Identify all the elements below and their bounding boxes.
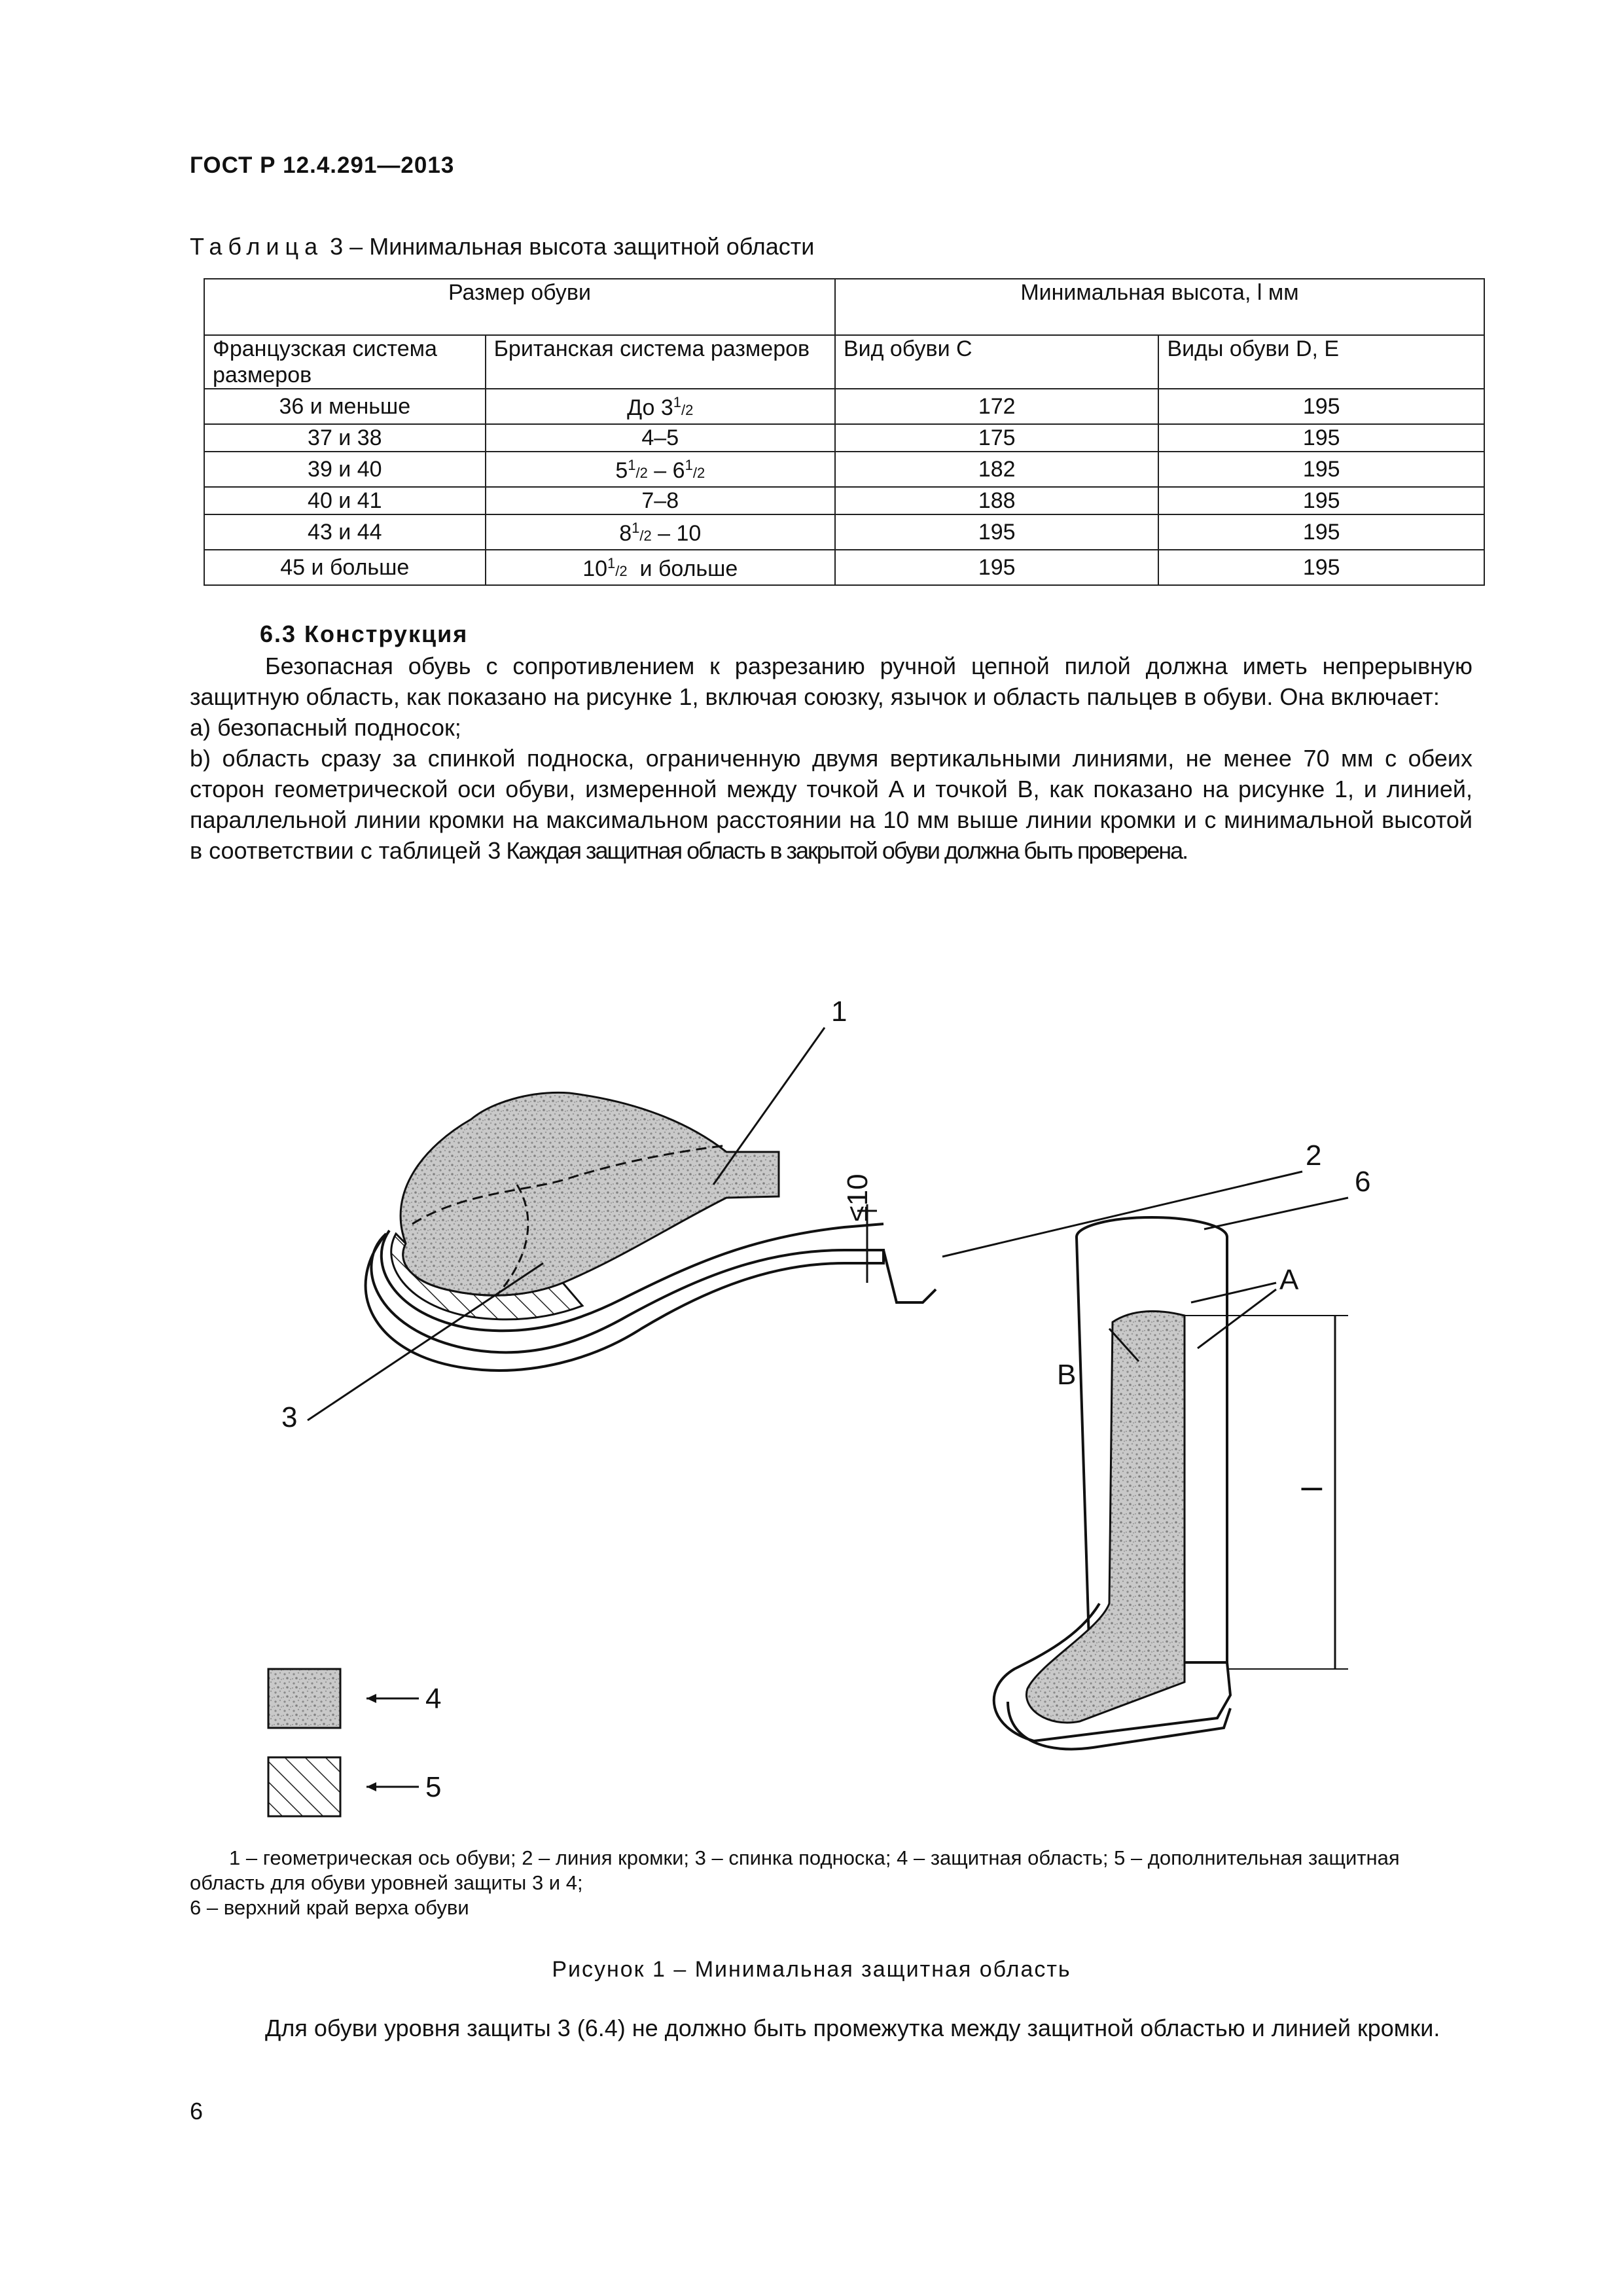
cell-c: 188 bbox=[835, 487, 1159, 514]
cell-uk-sub: /2 bbox=[635, 465, 648, 481]
header-min-height: Минимальная высота, l мм bbox=[835, 279, 1484, 335]
table-row bbox=[204, 550, 1484, 585]
header-shoe-size: Размер обуви bbox=[204, 279, 835, 335]
cell-uk-post: – 10 bbox=[651, 521, 702, 546]
label-6: 6 bbox=[1355, 1166, 1371, 1198]
label-1: 1 bbox=[831, 996, 847, 1028]
col-header-french: Французская система размеров bbox=[204, 335, 486, 389]
section-body bbox=[190, 651, 1472, 866]
table-row bbox=[204, 389, 1484, 424]
cell-fr: 45 и больше bbox=[204, 550, 486, 585]
cell-c: 195 bbox=[835, 514, 1159, 550]
list-item-b bbox=[190, 743, 1472, 866]
table-row bbox=[204, 514, 1484, 550]
cell-uk-sup: 1 bbox=[607, 555, 616, 571]
label-le10: ≤10 bbox=[842, 1174, 874, 1222]
cell-c: 175 bbox=[835, 424, 1159, 452]
section-title: 6.3 Конструкция bbox=[260, 620, 469, 647]
cell-uk-sub: /2 bbox=[639, 528, 652, 544]
cell-c: 182 bbox=[835, 452, 1159, 487]
label-A: A bbox=[1279, 1264, 1299, 1296]
page-number: 6 bbox=[190, 2098, 204, 2125]
table-column-header-row bbox=[204, 335, 1484, 389]
list-item-b-tail: Каждая защитная область в закрытой обуви должна быть проверена. bbox=[501, 837, 1188, 864]
table-row bbox=[204, 424, 1484, 452]
cell-uk bbox=[486, 389, 835, 424]
cell-uk: $5^1/2 - 6^1/2$ bbox=[486, 452, 835, 487]
cell-uk-main: 5 bbox=[615, 458, 628, 483]
legend-label-4: 4 bbox=[425, 1683, 442, 1715]
table-row bbox=[204, 452, 1484, 487]
legend-note-line-2: 6 – верхний край верха обуви bbox=[190, 1896, 469, 1919]
cell-uk-sub: /2 bbox=[681, 402, 694, 418]
cell-uk-main-2: 6 bbox=[672, 458, 685, 483]
cell-uk-sup: 1 bbox=[632, 520, 640, 536]
col-header-british: Британская система размеров bbox=[486, 335, 835, 389]
cell-de: 195 bbox=[1158, 550, 1484, 585]
cell-fr: 39 и 40 bbox=[204, 452, 486, 487]
legend-arrowhead-5 bbox=[366, 1782, 376, 1791]
cell-uk-sub-2: /2 bbox=[692, 465, 705, 481]
cell-uk: 4–5 bbox=[486, 424, 835, 452]
table-row bbox=[204, 487, 1484, 514]
boot-drawing bbox=[994, 1217, 1348, 1749]
cell-de: 195 bbox=[1158, 514, 1484, 550]
figure-caption: Рисунок 1 – Минимальная защитная область bbox=[552, 1957, 1071, 1982]
label-l: l bbox=[1296, 1486, 1329, 1492]
cell-c: 172 bbox=[835, 389, 1159, 424]
list-item-a: а) безопасный подносок; bbox=[190, 714, 461, 741]
cell-c: 195 bbox=[835, 550, 1159, 585]
label-3: 3 bbox=[281, 1401, 298, 1433]
cell-de: 195 bbox=[1158, 424, 1484, 452]
label-2: 2 bbox=[1306, 1139, 1322, 1172]
shoe-protective-area bbox=[401, 1092, 779, 1295]
cell-fr: 43 и 44 bbox=[204, 514, 486, 550]
table-group-header-row bbox=[204, 279, 1484, 335]
cell-uk-main: 8 bbox=[619, 521, 632, 546]
cell-de: 195 bbox=[1158, 452, 1484, 487]
figure-protective-area bbox=[255, 975, 1407, 1839]
legend-swatch-additional-area bbox=[268, 1757, 340, 1816]
table-min-height bbox=[204, 278, 1485, 586]
cell-fr: 36 и меньше bbox=[204, 389, 486, 424]
section-intro: Безопасная обувь с сопротивлением к разрезанию ручной цепной пилой должна иметь непрерывную защитную область, как показано на рисунке 1, включая союзку, язычок и область пальцев в обуви. Она включает: bbox=[190, 653, 1472, 710]
closing-paragraph-block bbox=[190, 2013, 1472, 2043]
legend-swatch-protective-area bbox=[268, 1669, 340, 1728]
label-B: B bbox=[1057, 1359, 1077, 1391]
cell-uk-sup: 1 bbox=[673, 394, 682, 410]
cell-uk-sup: 1 bbox=[628, 457, 636, 473]
cell-uk: 7–8 bbox=[486, 487, 835, 514]
cell-uk-sup-2: 1 bbox=[685, 457, 693, 473]
cell-fr: 37 и 38 bbox=[204, 424, 486, 452]
closing-paragraph: Для обуви уровня защиты 3 (6.4) не должно быть промежутка между защитной областью и линией кромки. bbox=[265, 2015, 1440, 2041]
col-header-type-c: Вид обуви C bbox=[835, 335, 1159, 389]
shoe-drawing bbox=[366, 1092, 936, 1370]
table-caption bbox=[190, 233, 814, 260]
cell-de: 195 bbox=[1158, 487, 1484, 514]
list-item-b-text: b) область сразу за спинкой подноска, ограниченную двумя вертикальными линиями, не менее 70 мм с обеих сторон геометрической оси обуви, измеренной между точкой A и точкой B, как показано на рисунке 1, и линией, параллельной линии кромки на максимальном расстоянии на 10 мм выше линии кромки и с минимальной высотой в соответствии с таблицей 3 bbox=[190, 745, 1472, 864]
table-caption-text: 3 – Минимальная высота защитной области bbox=[323, 233, 815, 260]
cell-uk-main: 10 bbox=[582, 556, 608, 581]
leader-6 bbox=[1204, 1198, 1348, 1229]
legend-arrowhead-4 bbox=[366, 1694, 376, 1703]
cell-fr: 40 и 41 bbox=[204, 487, 486, 514]
document-header: ГОСТ Р 12.4.291—2013 bbox=[190, 152, 455, 178]
cell-uk-main: До 3 bbox=[627, 395, 673, 420]
legend-label-5: 5 bbox=[425, 1771, 442, 1803]
table-caption-prefix: Таблица bbox=[190, 233, 324, 260]
col-header-type-de: Виды обуви D, E bbox=[1158, 335, 1484, 389]
legend-note-line-1: 1 – геометрическая ось обуви; 2 – линия кромки; 3 – спинка подноска; 4 – защитная область; 5 – дополнительная защитная область для обуви уровней защиты 3 и 4; bbox=[190, 1846, 1400, 1894]
cell-uk bbox=[486, 514, 835, 550]
cell-uk-sub: /2 bbox=[615, 563, 628, 579]
cell-uk-post: и больше bbox=[627, 556, 738, 581]
figure-legend-note bbox=[190, 1846, 1472, 1920]
cell-uk bbox=[486, 550, 835, 585]
cell-de: 195 bbox=[1158, 389, 1484, 424]
